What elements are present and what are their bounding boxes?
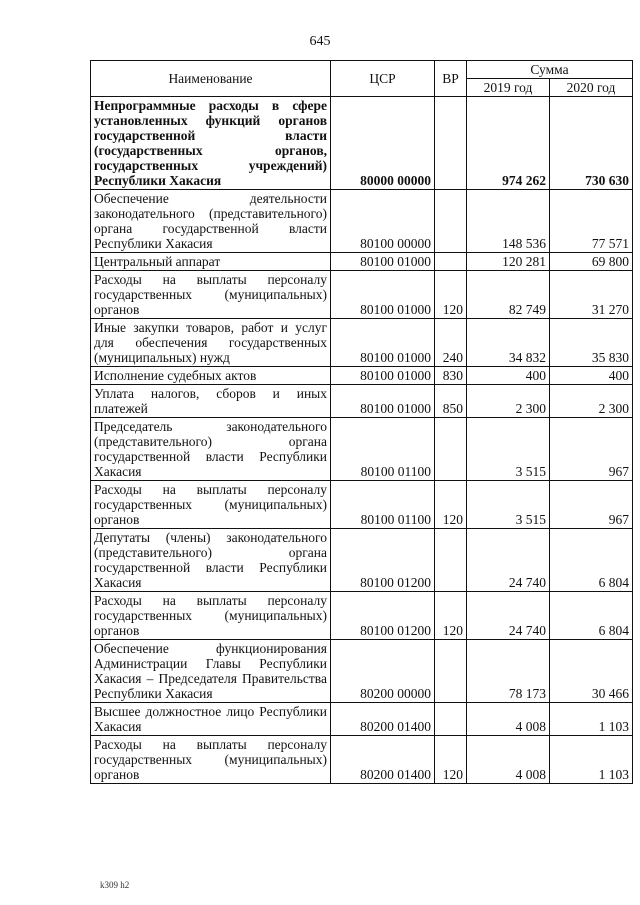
row-vr <box>435 640 467 703</box>
row-csr: 80100 01000 <box>331 367 435 385</box>
row-csr: 80200 00000 <box>331 640 435 703</box>
table-row <box>91 253 633 271</box>
row-amount-2019: 120 281 <box>467 253 550 271</box>
table-row <box>91 640 633 703</box>
row-amount-2019: 148 536 <box>467 190 550 253</box>
row-amount-2020: 69 800 <box>550 253 633 271</box>
table-row <box>91 592 633 640</box>
row-vr: 120 <box>435 592 467 640</box>
row-amount-2020: 1 103 <box>550 703 633 736</box>
row-vr: 830 <box>435 367 467 385</box>
row-amount-2019: 3 515 <box>467 481 550 529</box>
row-name: Расходы на выплаты персоналу государственных (муниципальных) органов <box>91 736 331 784</box>
row-csr: 80100 01000 <box>331 271 435 319</box>
row-csr: 80200 01400 <box>331 736 435 784</box>
row-name: Председатель законодательного (представительного) органа государственной власти Республики Хакасия <box>91 418 331 481</box>
table-row <box>91 271 633 319</box>
row-amount-2020: 2 300 <box>550 385 633 418</box>
row-amount-2020: 31 270 <box>550 271 633 319</box>
row-csr: 80100 01000 <box>331 385 435 418</box>
row-csr: 80100 01000 <box>331 319 435 367</box>
row-amount-2020: 967 <box>550 481 633 529</box>
row-vr: 850 <box>435 385 467 418</box>
row-name: Расходы на выплаты персоналу государственных (муниципальных) органов <box>91 592 331 640</box>
row-vr <box>435 418 467 481</box>
row-amount-2020: 6 804 <box>550 592 633 640</box>
row-name: Высшее должностное лицо Республики Хакасия <box>91 703 331 736</box>
row-csr: 80000 00000 <box>331 97 435 190</box>
table-row <box>91 736 633 784</box>
row-amount-2020: 967 <box>550 418 633 481</box>
row-amount-2019: 2 300 <box>467 385 550 418</box>
table-row <box>91 97 633 190</box>
row-vr <box>435 703 467 736</box>
header-vr: ВР <box>435 61 467 97</box>
row-amount-2020: 400 <box>550 367 633 385</box>
table-row <box>91 418 633 481</box>
row-amount-2019: 4 008 <box>467 703 550 736</box>
row-amount-2019: 4 008 <box>467 736 550 784</box>
row-name: Депутаты (члены) законодательного (представительного) органа государственной власти Республики Хакасия <box>91 529 331 592</box>
row-vr <box>435 97 467 190</box>
header-sum: Сумма <box>467 61 633 79</box>
row-vr <box>435 253 467 271</box>
table-row <box>91 367 633 385</box>
row-amount-2020: 30 466 <box>550 640 633 703</box>
budget-table <box>90 60 633 784</box>
header-year-2020: 2020 год <box>550 79 633 97</box>
row-amount-2020: 35 830 <box>550 319 633 367</box>
table-row <box>91 385 633 418</box>
row-csr: 80100 01100 <box>331 481 435 529</box>
table-row <box>91 481 633 529</box>
row-vr: 120 <box>435 481 467 529</box>
row-amount-2020: 77 571 <box>550 190 633 253</box>
header-year-2019: 2019 год <box>467 79 550 97</box>
row-vr <box>435 529 467 592</box>
table-row <box>91 529 633 592</box>
row-amount-2019: 400 <box>467 367 550 385</box>
row-csr: 80100 01100 <box>331 418 435 481</box>
table-row <box>91 703 633 736</box>
row-name: Центральный аппарат <box>91 253 331 271</box>
row-amount-2019: 974 262 <box>467 97 550 190</box>
row-amount-2020: 730 630 <box>550 97 633 190</box>
row-name: Расходы на выплаты персоналу государственных (муниципальных) органов <box>91 481 331 529</box>
row-csr: 80200 01400 <box>331 703 435 736</box>
header-csr: ЦСР <box>331 61 435 97</box>
row-name: Обеспечение деятельности законодательного (представительного) органа государственной власти Республики Хакасия <box>91 190 331 253</box>
row-csr: 80100 00000 <box>331 190 435 253</box>
header-row <box>91 61 633 79</box>
row-name: Иные закупки товаров, работ и услуг для обеспечения государственных (муниципальных) нужд <box>91 319 331 367</box>
row-name: Уплата налогов, сборов и иных платежей <box>91 385 331 418</box>
row-amount-2019: 82 749 <box>467 271 550 319</box>
row-csr: 80100 01200 <box>331 592 435 640</box>
table-row <box>91 319 633 367</box>
row-name: Обеспечение функционирования Администрации Главы Республики Хакасия – Председателя Правительства Республики Хакасия <box>91 640 331 703</box>
row-amount-2019: 3 515 <box>467 418 550 481</box>
row-name: Исполнение судебных актов <box>91 367 331 385</box>
row-csr: 80100 01000 <box>331 253 435 271</box>
header-name: Наименование <box>91 61 331 97</box>
row-vr: 120 <box>435 271 467 319</box>
row-vr: 120 <box>435 736 467 784</box>
row-amount-2019: 24 740 <box>467 592 550 640</box>
row-name: Расходы на выплаты персоналу государственных (муниципальных) органов <box>91 271 331 319</box>
row-name: Непрограммные расходы в сфере установленных функций органов государственной власти (государственных органов, государственных учреждений) Республики Хакасия <box>91 97 331 190</box>
row-amount-2019: 24 740 <box>467 529 550 592</box>
row-amount-2019: 34 832 <box>467 319 550 367</box>
row-amount-2020: 6 804 <box>550 529 633 592</box>
table-row <box>91 190 633 253</box>
row-amount-2020: 1 103 <box>550 736 633 784</box>
row-amount-2019: 78 173 <box>467 640 550 703</box>
table-body <box>91 97 633 784</box>
row-vr <box>435 190 467 253</box>
row-vr: 240 <box>435 319 467 367</box>
row-csr: 80100 01200 <box>331 529 435 592</box>
page-number: 645 <box>309 34 331 49</box>
footer-code: k309 h2 <box>100 880 130 890</box>
